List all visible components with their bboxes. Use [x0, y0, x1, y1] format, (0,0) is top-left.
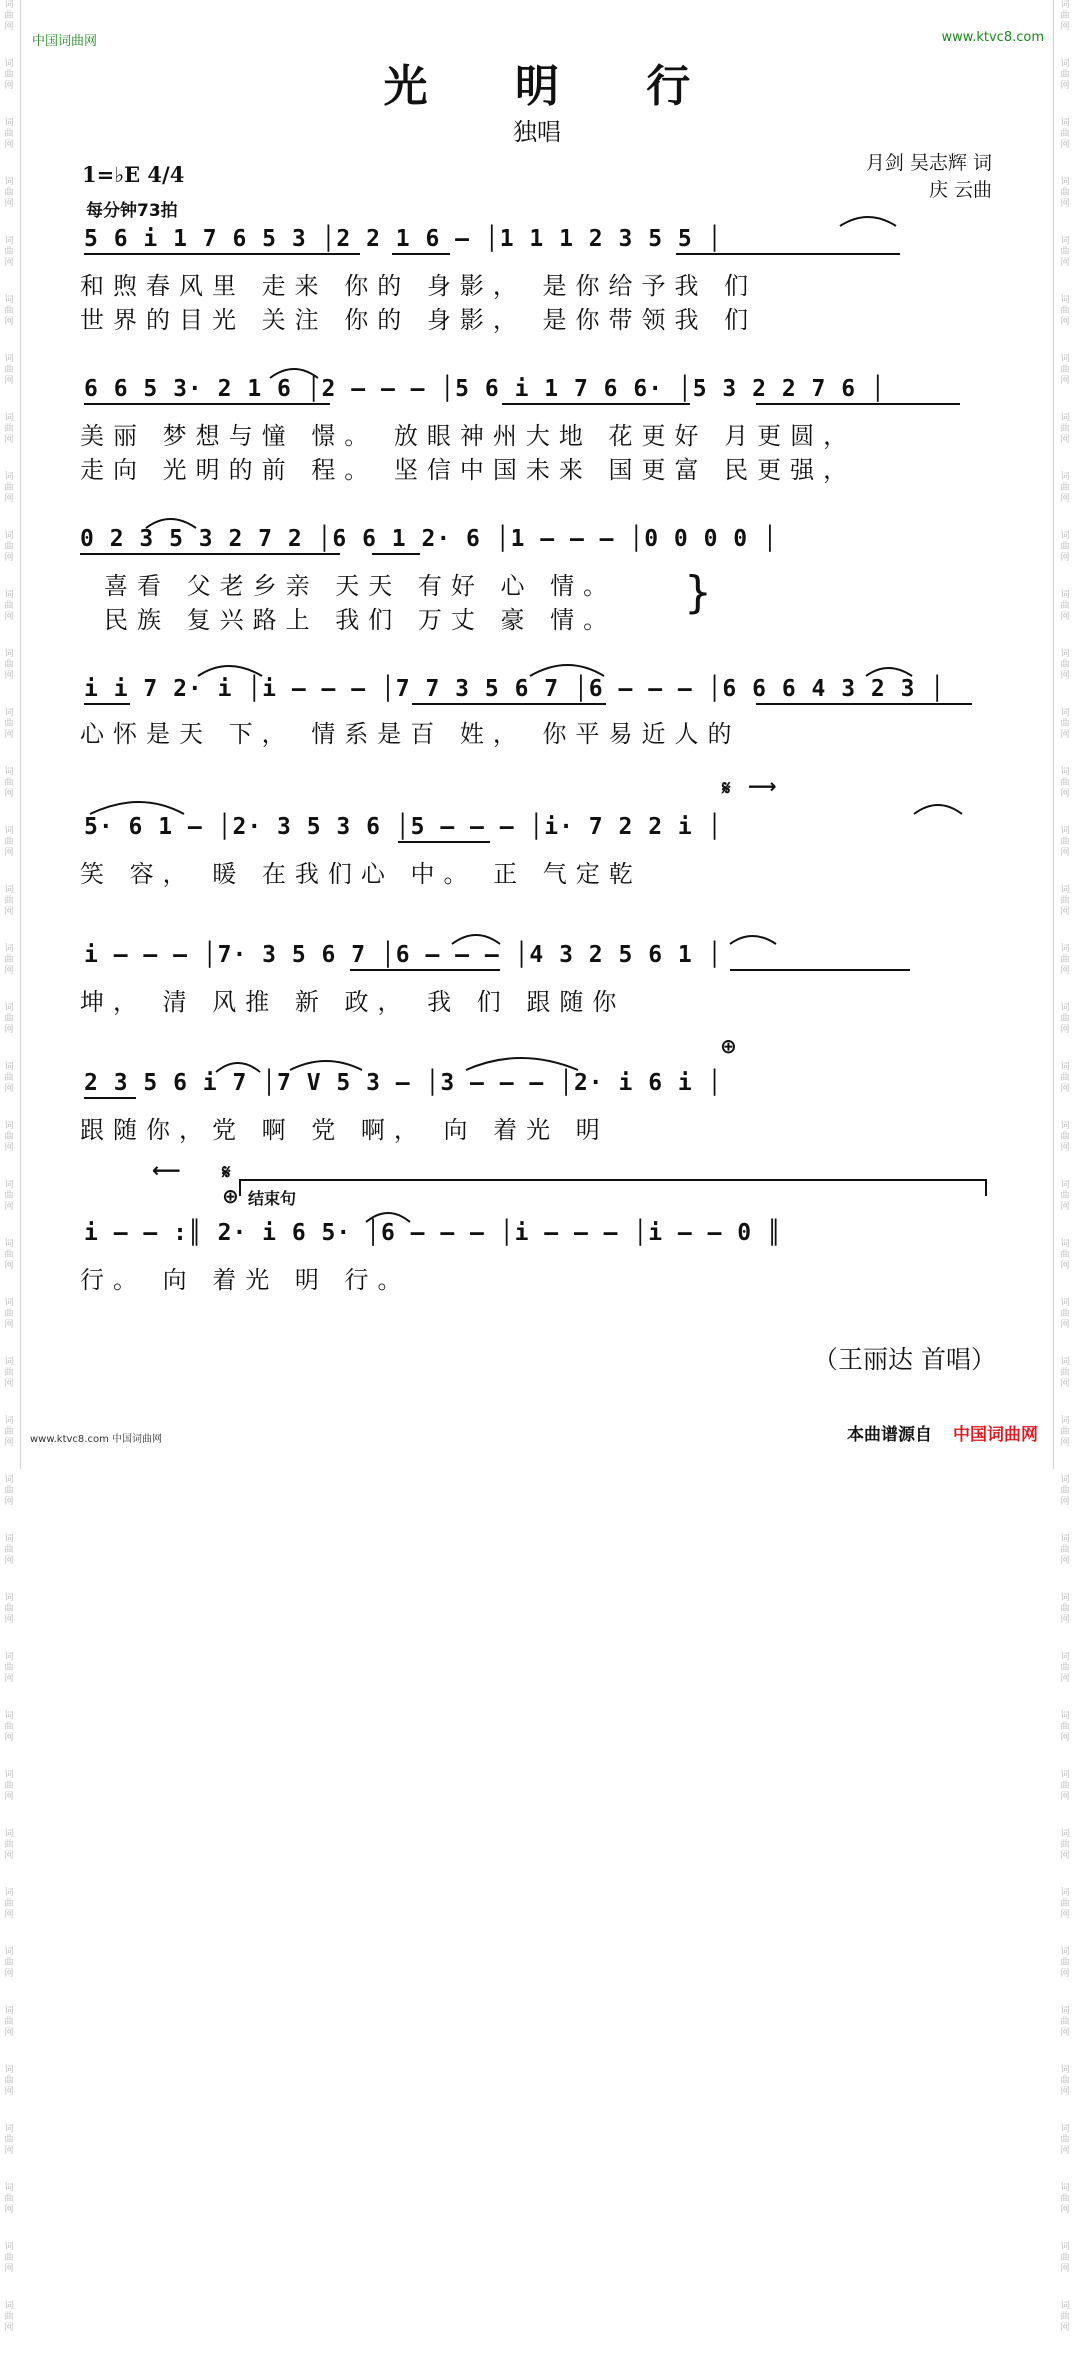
notation-row-3: 0 2 3 5 3 2 7 2 │6 6 1 2· 6 │1 – – – │0 0 0 0 │ [80, 526, 778, 552]
watermark-char: 词 [1060, 2242, 1070, 2252]
watermark-char: 网 [1060, 2028, 1070, 2038]
watermark-char: 网 [4, 494, 14, 504]
watermark-char: 曲 [1060, 247, 1070, 257]
watermark-char: 曲 [4, 129, 14, 139]
watermark-char: 网 [1060, 1851, 1070, 1861]
watermark-char: 词 [1060, 885, 1070, 895]
premiere-credit: （王丽达 首唱） [813, 1345, 996, 1374]
watermark-char: 网 [4, 789, 14, 799]
watermark-char: 曲 [1060, 719, 1070, 729]
watermark-char: 网 [4, 1497, 14, 1507]
slur [466, 1058, 578, 1070]
watermark-char: 词 [1060, 2183, 1070, 2193]
watermark-char: 词 [1060, 1298, 1070, 1308]
watermark-char: 词 [1060, 531, 1070, 541]
watermark-char: 词 [4, 1298, 14, 1308]
watermark-char: 词 [4, 236, 14, 246]
watermark-char: 曲 [1060, 601, 1070, 611]
watermark-char: 词 [1060, 1534, 1070, 1544]
watermark-char: 曲 [4, 1604, 14, 1614]
notation-row-4: i i 7 2· i │i – – – │7 7 3 5 6 7 │6 – – – │6 6 6 4 3 2 3 │ [84, 676, 946, 702]
site-url-top-right[interactable]: www.ktvc8.com [941, 30, 1044, 45]
watermark-char: 曲 [1060, 424, 1070, 434]
watermark-char: 网 [1060, 1733, 1070, 1743]
watermark-char: 曲 [4, 11, 14, 21]
watermark-char: 词 [1060, 236, 1070, 246]
watermark-char: 词 [4, 1593, 14, 1603]
slur [914, 805, 962, 814]
watermark-char: 词 [4, 531, 14, 541]
watermark-char: 网 [1060, 1320, 1070, 1330]
watermark-char: 曲 [1060, 1604, 1070, 1614]
watermark-char: 词 [4, 0, 14, 10]
watermark-char: 词 [1060, 1003, 1070, 1013]
watermark-char: 网 [4, 907, 14, 917]
watermark-char: 词 [4, 472, 14, 482]
watermark-char: 曲 [1060, 129, 1070, 139]
watermark-char: 网 [1060, 1202, 1070, 1212]
watermark-char: 曲 [1060, 1486, 1070, 1496]
watermark-char: 曲 [1060, 1958, 1070, 1968]
watermark-char: 网 [4, 2323, 14, 2333]
slur [90, 802, 184, 814]
watermark-char: 曲 [4, 1899, 14, 1909]
watermark-char: 词 [4, 413, 14, 423]
watermark-char: 网 [1060, 22, 1070, 32]
lyrics-row-6: 坤， 清 风推 新 政， 我 们 跟随你 [80, 988, 626, 1016]
watermark-char: 曲 [4, 1191, 14, 1201]
watermark-char: 网 [4, 1084, 14, 1094]
watermark-char: 曲 [1060, 896, 1070, 906]
lyrics-row-2-verse-2: 走向 光明的前 程。 坚信中国未来 国更富 民更强， [80, 456, 857, 484]
watermark-char: 网 [4, 140, 14, 150]
watermark-char: 曲 [1060, 955, 1070, 965]
watermark-char: 网 [1060, 1792, 1070, 1802]
watermark-char: 词 [4, 2006, 14, 2016]
watermark-char: 曲 [4, 70, 14, 80]
watermark-char: 词 [4, 354, 14, 364]
watermark-char: 曲 [1060, 837, 1070, 847]
watermark-char: 网 [1060, 494, 1070, 504]
watermark-char: 曲 [1060, 1663, 1070, 1673]
watermark-char: 网 [4, 1261, 14, 1271]
watermark-char: 词 [1060, 1062, 1070, 1072]
watermark-char: 词 [4, 1652, 14, 1662]
watermark-char: 网 [1060, 2323, 1070, 2333]
watermark-char: 网 [1060, 553, 1070, 563]
watermark-char: 网 [1060, 1025, 1070, 1035]
watermark-char: 曲 [1060, 1132, 1070, 1142]
watermark-char: 网 [4, 435, 14, 445]
watermark-char: 网 [1060, 1379, 1070, 1389]
watermark-char: 网 [1060, 2264, 1070, 2274]
watermark-char: 词 [1060, 1121, 1070, 1131]
slur [146, 519, 196, 528]
watermark-char: 曲 [4, 542, 14, 552]
watermark-char: 网 [1060, 1674, 1070, 1684]
watermark-char: 网 [4, 1379, 14, 1389]
watermark-char: 网 [1060, 1969, 1070, 1979]
watermark-char: 曲 [4, 1781, 14, 1791]
watermark-char: 网 [4, 2146, 14, 2156]
song-subtitle: 独唱 [513, 118, 561, 146]
watermark-char: 曲 [4, 306, 14, 316]
watermark-char: 词 [1060, 2124, 1070, 2134]
watermark-char: 网 [1060, 1084, 1070, 1094]
watermark-char: 曲 [4, 365, 14, 375]
watermark-char: 词 [1060, 118, 1070, 128]
watermark-char: 词 [1060, 2301, 1070, 2311]
watermark-char: 词 [1060, 295, 1070, 305]
watermark-char: 曲 [1060, 1545, 1070, 1555]
slur [216, 1063, 260, 1072]
watermark-char: 词 [1060, 2065, 1070, 2075]
watermark-char: 曲 [4, 1486, 14, 1496]
watermark-char: 网 [1060, 730, 1070, 740]
watermark-char: 网 [4, 848, 14, 858]
watermark-char: 网 [1060, 1497, 1070, 1507]
watermark-char: 词 [4, 649, 14, 659]
watermark-char: 曲 [1060, 2312, 1070, 2322]
watermark-char: 曲 [4, 247, 14, 257]
watermark-char: 网 [1060, 2146, 1070, 2156]
lyrics-row-8: 行。 向 着光 明 行。 [80, 1266, 411, 1294]
tempo-marking: 每分钟73拍 [86, 201, 178, 221]
watermark-char: 曲 [1060, 1014, 1070, 1024]
ending-label: 结束句 [248, 1189, 297, 1208]
watermark-char: 网 [4, 966, 14, 976]
watermark-char: 网 [1060, 2205, 1070, 2215]
watermark-char: 曲 [4, 837, 14, 847]
watermark-char: 曲 [4, 778, 14, 788]
watermark-char: 网 [1060, 671, 1070, 681]
watermark-char: 曲 [4, 1663, 14, 1673]
watermark-char: 词 [1060, 1180, 1070, 1190]
watermark-char: 词 [1060, 354, 1070, 364]
watermark-char: 词 [4, 2065, 14, 2075]
watermark-char: 网 [4, 730, 14, 740]
watermark-char: 词 [1060, 1947, 1070, 1957]
watermark-char: 词 [1060, 1652, 1070, 1662]
watermark-char: 网 [4, 612, 14, 622]
watermark-char: 网 [1060, 258, 1070, 268]
song-title: 光 明 行 [383, 61, 727, 112]
watermark-char: 曲 [1060, 70, 1070, 80]
watermark-char: 曲 [4, 1958, 14, 1968]
watermark-char: 网 [1060, 907, 1070, 917]
watermark-char: 网 [1060, 612, 1070, 622]
watermark-char: 词 [1060, 1416, 1070, 1426]
slur [730, 936, 776, 944]
lyricist-credit: 月剑 吴志辉 词 [865, 152, 992, 174]
watermark-char: 曲 [4, 2253, 14, 2263]
watermark-char: 词 [1060, 590, 1070, 600]
watermark-char: 词 [4, 1239, 14, 1249]
watermark-char: 曲 [1060, 2135, 1070, 2145]
watermark-char: 网 [4, 2028, 14, 2038]
notation-row-5: 5· 6 1 – │2· 3 5 3 6 │5 – – – │i· 7 2 2 i │ [84, 814, 723, 840]
watermark-char: 词 [4, 295, 14, 305]
watermark-char: 曲 [1060, 1309, 1070, 1319]
source-label: 本曲谱源自 [847, 1425, 932, 1445]
segno-arrow-left: ⟵ [152, 1158, 181, 1182]
watermark-char: 曲 [4, 2135, 14, 2145]
slur [866, 668, 912, 676]
verse-brace: } [684, 567, 712, 618]
watermark-char: 曲 [4, 896, 14, 906]
watermark-char: 词 [4, 826, 14, 836]
watermark-char: 曲 [1060, 1781, 1070, 1791]
watermark-char: 网 [4, 1615, 14, 1625]
segno-mark-return: 𝄋 [222, 1160, 231, 1184]
watermark-char: 曲 [1060, 1840, 1070, 1850]
watermark-char: 词 [1060, 1593, 1070, 1603]
lyrics-row-7: 跟随你，党 啊 党 啊， 向 着光 明 [80, 1116, 609, 1144]
watermark-char: 曲 [1060, 306, 1070, 316]
watermark-char: 网 [4, 81, 14, 91]
watermark-char: 词 [1060, 59, 1070, 69]
watermark-char: 词 [4, 2301, 14, 2311]
watermark-char: 曲 [4, 660, 14, 670]
watermark-char: 网 [4, 2205, 14, 2215]
notation-row-6: i – – – │7· 3 5 6 7 │6 – – – │4 3 2 5 6 1 │ [84, 942, 723, 968]
notation-row-1: 5 6 i 1 7 6 5 3 │2 2 1 6 – │1 1 1 2 3 5 5 │ [84, 226, 723, 252]
watermark-char: 曲 [4, 1722, 14, 1732]
watermark-char: 词 [4, 2183, 14, 2193]
watermark-char: 网 [4, 2264, 14, 2274]
notation-row-7: 2 3 5 6 i 7 │7 V 5 3 – │3 – – – │2· i 6 i │ [84, 1070, 723, 1096]
source-site-link[interactable]: 中国词曲网 [953, 1425, 1038, 1445]
watermark-char: 网 [1060, 317, 1070, 327]
slur [840, 217, 896, 226]
lyrics-row-1-verse-2: 世界的目光 关注 你的 身影， 是你带领我 们 [80, 306, 758, 334]
watermark-char: 网 [4, 317, 14, 327]
watermark-char: 词 [4, 1062, 14, 1072]
slur [290, 1061, 362, 1070]
watermark-char: 曲 [4, 1250, 14, 1260]
slur [198, 666, 262, 676]
watermark-char: 词 [1060, 649, 1070, 659]
watermark-char: 网 [1060, 2087, 1070, 2097]
watermark-char: 网 [4, 671, 14, 681]
watermark-char: 曲 [1060, 660, 1070, 670]
watermark-char: 网 [1060, 789, 1070, 799]
lyrics-row-5: 笑 容， 暖 在我们心 中。 正 气定乾 [80, 860, 642, 888]
segno-arrow-right: ⟶ [748, 774, 777, 798]
watermark-char: 词 [1060, 1239, 1070, 1249]
watermark-char: 网 [4, 1792, 14, 1802]
watermark-char: 网 [4, 1969, 14, 1979]
watermark-char: 曲 [1060, 1191, 1070, 1201]
watermark-char: 网 [4, 22, 14, 32]
site-name-top-left[interactable]: 中国词曲网 [32, 34, 98, 49]
segno-mark-start: 𝄋 [722, 776, 731, 800]
watermark-char: 词 [4, 1121, 14, 1131]
watermark-char: 网 [4, 1674, 14, 1684]
watermark-char: 词 [4, 1357, 14, 1367]
watermark-char: 词 [1060, 944, 1070, 954]
watermark-char: 网 [1060, 140, 1070, 150]
watermark-char: 网 [4, 1851, 14, 1861]
watermark-char: 曲 [1060, 1368, 1070, 1378]
watermark-char: 词 [4, 1003, 14, 1013]
watermark-char: 曲 [4, 1132, 14, 1142]
watermark-char: 网 [4, 1202, 14, 1212]
watermark-char: 词 [1060, 1357, 1070, 1367]
watermark-char: 词 [4, 1770, 14, 1780]
watermark-char: 网 [1060, 435, 1070, 445]
watermark-char: 曲 [1060, 2194, 1070, 2204]
watermark-char: 网 [1060, 376, 1070, 386]
watermark-char: 网 [1060, 1261, 1070, 1271]
ending-bracket [240, 1180, 986, 1196]
watermark-char: 曲 [1060, 1722, 1070, 1732]
watermark-char: 网 [1060, 1910, 1070, 1920]
watermark-char: 网 [1060, 1615, 1070, 1625]
watermark-char: 曲 [4, 1545, 14, 1555]
watermark-char: 词 [4, 1888, 14, 1898]
watermark-char: 网 [4, 1556, 14, 1566]
watermark-char: 网 [4, 199, 14, 209]
watermark-char: 词 [1060, 0, 1070, 10]
watermark-char: 曲 [1060, 2253, 1070, 2263]
watermark-char: 曲 [4, 424, 14, 434]
watermark-char: 曲 [4, 2312, 14, 2322]
watermark-char: 网 [1060, 199, 1070, 209]
watermark-char: 曲 [4, 1427, 14, 1437]
watermark-char: 词 [4, 944, 14, 954]
watermark-char: 词 [1060, 413, 1070, 423]
watermark-char: 曲 [4, 719, 14, 729]
watermark-char: 网 [4, 1910, 14, 1920]
watermark-char: 词 [4, 1829, 14, 1839]
watermark-char: 曲 [1060, 365, 1070, 375]
watermark-char: 词 [1060, 1475, 1070, 1485]
watermark-char: 曲 [1060, 1073, 1070, 1083]
watermark-char: 曲 [1060, 542, 1070, 552]
watermark-char: 网 [1060, 1438, 1070, 1448]
watermark-char: 曲 [1060, 1427, 1070, 1437]
notation-row-8: i – – :║ 2· i 6 5· │6 – – – │i – – – │i – – 0 ║ [84, 1220, 782, 1246]
watermark-char: 曲 [1060, 11, 1070, 21]
watermark-char: 网 [4, 1733, 14, 1743]
watermark-char: 曲 [1060, 778, 1070, 788]
watermark-char: 词 [4, 1475, 14, 1485]
coda-mark-upper: ⊕ [720, 1034, 737, 1058]
watermark-char: 曲 [4, 601, 14, 611]
watermark-char: 词 [1060, 472, 1070, 482]
watermark-char: 网 [4, 553, 14, 563]
lyrics-row-3-verse-1: 喜看 父老乡亲 天天 有好 心 情。 [104, 572, 617, 600]
lyrics-row-3-verse-2: 民族 复兴路上 我们 万丈 豪 情。 [104, 606, 617, 634]
watermark-char: 词 [4, 1534, 14, 1544]
watermark-char: 词 [4, 1711, 14, 1721]
watermark-char: 词 [4, 767, 14, 777]
watermark-char: 曲 [1060, 1899, 1070, 1909]
watermark-char: 曲 [4, 483, 14, 493]
watermark-char: 词 [1060, 2006, 1070, 2016]
key-signature: 1=♭E 4/4 [82, 162, 185, 187]
watermark-char: 网 [4, 1320, 14, 1330]
lyrics-row-2-verse-1: 美丽 梦想与憧 憬。 放眼神州大地 花更好 月更圆， [80, 422, 857, 450]
watermark-char: 词 [4, 118, 14, 128]
watermark-char: 网 [4, 1025, 14, 1035]
composer-credit: 庆 云曲 [928, 179, 992, 201]
watermark-char: 词 [4, 885, 14, 895]
watermark-char: 网 [1060, 1556, 1070, 1566]
watermark-char: 词 [1060, 1711, 1070, 1721]
coda-mark-lower: ⊕ [222, 1184, 239, 1208]
watermark-char: 曲 [4, 1368, 14, 1378]
watermark-char: 网 [1060, 848, 1070, 858]
notation-row-2: 6 6 5 3· 2 1 6 │2 – – – │5 6 i 1 7 6 6· │5 3 2 2 7 6 │ [84, 376, 886, 402]
slur [530, 665, 604, 676]
watermark-char: 曲 [4, 2017, 14, 2027]
watermark-char: 曲 [4, 1073, 14, 1083]
watermark-char: 曲 [1060, 483, 1070, 493]
watermark-char: 词 [4, 2242, 14, 2252]
watermark-char: 词 [1060, 1829, 1070, 1839]
bottom-site-url[interactable]: www.ktvc8.com 中国词曲网 [30, 1434, 163, 1445]
watermark-char: 词 [4, 177, 14, 187]
slur [452, 935, 500, 944]
slur [270, 369, 318, 378]
slur [366, 1213, 410, 1222]
watermark-char: 曲 [1060, 2076, 1070, 2086]
watermark-char: 词 [4, 1947, 14, 1957]
watermark-char: 词 [1060, 708, 1070, 718]
watermark-char: 网 [4, 1143, 14, 1153]
watermark-char: 曲 [4, 1014, 14, 1024]
watermark-char: 网 [4, 376, 14, 386]
watermark-char: 网 [1060, 966, 1070, 976]
watermark-char: 词 [1060, 177, 1070, 187]
watermark-char: 词 [1060, 767, 1070, 777]
watermark-char: 网 [1060, 81, 1070, 91]
watermark-char: 曲 [4, 188, 14, 198]
watermark-char: 词 [1060, 1888, 1070, 1898]
watermark-char: 词 [1060, 826, 1070, 836]
watermark-char: 词 [4, 1416, 14, 1426]
watermark-char: 曲 [1060, 1250, 1070, 1260]
watermark-char: 词 [4, 2124, 14, 2134]
watermark-char: 曲 [4, 1309, 14, 1319]
watermark-char: 曲 [4, 2194, 14, 2204]
watermark-char: 词 [4, 59, 14, 69]
watermark-char: 曲 [4, 2076, 14, 2086]
watermark-char: 曲 [4, 955, 14, 965]
lyrics-row-1-verse-1: 和煦春风里 走来 你的 身影， 是你给予我 们 [80, 272, 758, 300]
watermark-char: 网 [4, 258, 14, 268]
watermark-char: 网 [4, 2087, 14, 2097]
watermark-char: 词 [4, 708, 14, 718]
watermark-char: 曲 [1060, 188, 1070, 198]
lyrics-row-4: 心怀是天 下， 情系是百 姓， 你平易近人的 [80, 720, 741, 748]
watermark-char: 网 [4, 1438, 14, 1448]
watermark-char: 曲 [1060, 2017, 1070, 2027]
watermark-char: 词 [1060, 1770, 1070, 1780]
watermark-char: 曲 [4, 1840, 14, 1850]
watermark-char: 网 [1060, 1143, 1070, 1153]
watermark-char: 词 [4, 1180, 14, 1190]
watermark-char: 词 [4, 590, 14, 600]
